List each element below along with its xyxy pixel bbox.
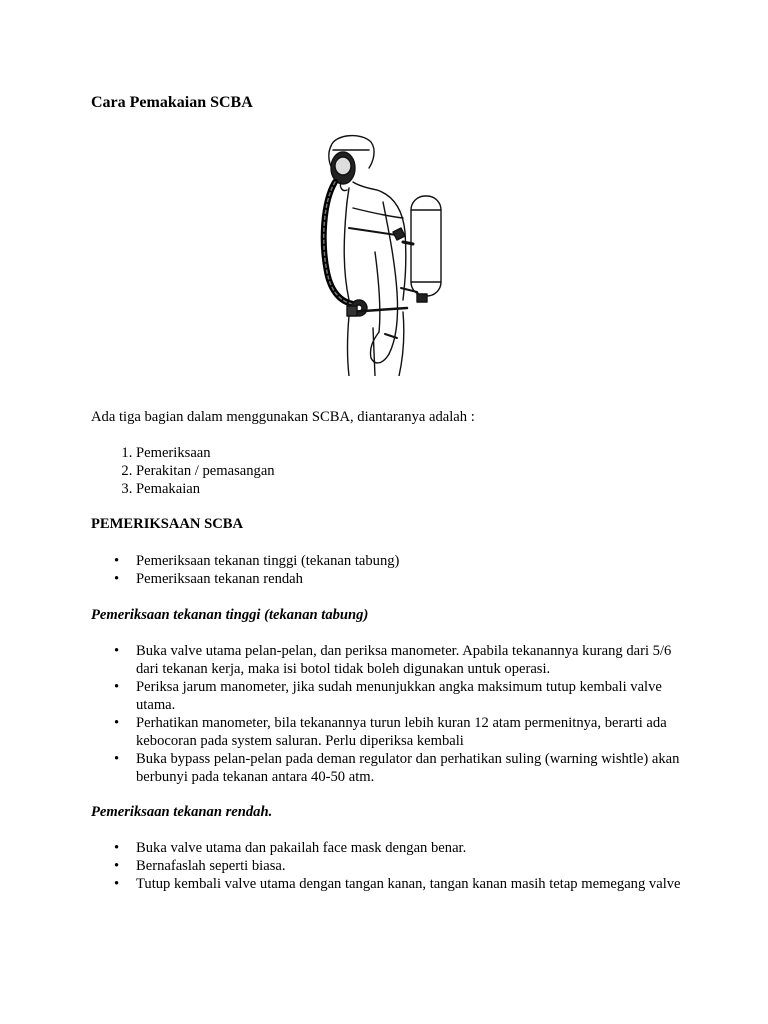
intro-paragraph: Ada tiga bagian dalam menggunakan SCBA, diantaranya adalah : <box>91 409 475 425</box>
list-item: • Pemeriksaan tekanan rendah <box>136 570 681 588</box>
list-item: • Bernafaslah seperti biasa. <box>136 857 681 875</box>
low-pressure-list <box>91 839 681 893</box>
page-title: Cara Pemakaian SCBA <box>91 94 253 111</box>
list-item: 1. Pemeriksaan <box>136 444 275 462</box>
section-heading: PEMERIKSAAN SCBA <box>91 516 244 532</box>
high-pressure-heading: Pemeriksaan tekanan tinggi (tekanan tabung) <box>91 607 369 623</box>
list-item: • Perhatikan manometer, bila tekanannya turun lebih kuran 12 atam permenitnya, berarti ada kebocoran pada system saluran. Perlu diperiksa kembali <box>136 714 681 750</box>
list-item: • Buka valve utama pelan-pelan, dan periksa manometer. Apabila tekanannya kurang dari 5/6 dari tekanan kerja, maka isi botol tidak boleh digunakan untuk operasi. <box>136 642 681 678</box>
list-item: • Pemeriksaan tekanan tinggi (tekanan tabung) <box>136 552 681 570</box>
section-bullet-list <box>91 552 681 588</box>
person-wearing-scba-illustration-icon <box>313 132 453 376</box>
list-item: 2. Perakitan / pemasangan <box>136 462 275 480</box>
list-item: • Buka valve utama dan pakailah face mask dengan benar. <box>136 839 681 857</box>
list-item: 3. Pemakaian <box>136 480 275 498</box>
steps-list <box>91 444 275 498</box>
document-page <box>91 92 681 892</box>
list-item: • Periksa jarum manometer, jika sudah menunjukkan angka maksimum tutup kembali valve utama. <box>136 678 681 714</box>
scba-illustration <box>313 132 453 376</box>
list-item: • Buka bypass pelan-pelan pada deman regulator dan perhatikan suling (warning wishtle) akan berbunyi pada tekanan antara 40-50 atm. <box>136 750 681 786</box>
high-pressure-list <box>91 642 681 786</box>
list-item: • Tutup kembali valve utama dengan tangan kanan, tangan kanan masih tetap memegang valve <box>136 875 681 893</box>
low-pressure-heading: Pemeriksaan tekanan rendah. <box>91 804 273 820</box>
